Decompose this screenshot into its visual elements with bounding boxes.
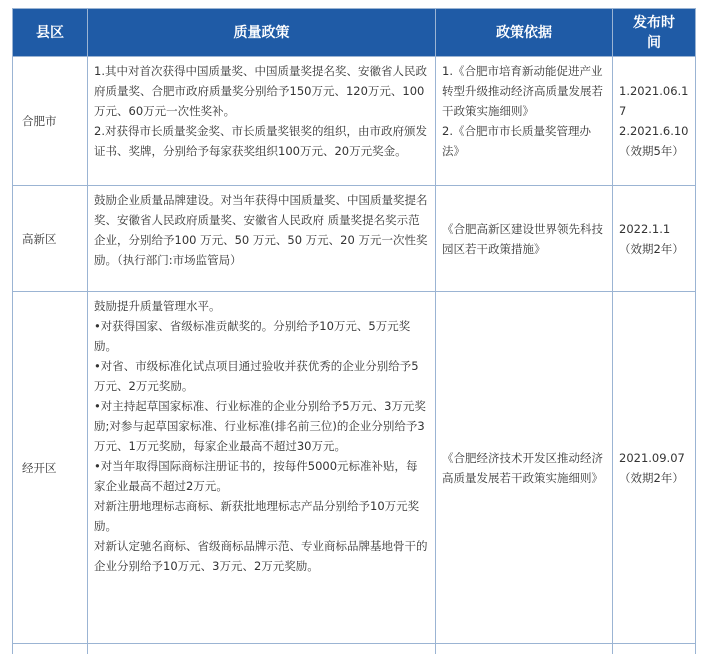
table-header-row (13, 9, 696, 57)
header-date: 发布时间 (613, 9, 696, 57)
table-row (13, 292, 696, 644)
date-line: 2022.1.1（效期2年） (619, 221, 684, 256)
policy-line: 对新认定驰名商标、省级商标品牌示范、专业商标品牌基地骨干的企业分别给予10万元、3万元、2万元奖励。 (94, 539, 428, 573)
policy-line: 对新注册地理标志商标、新获批地理标志产品分别给予10万元奖励。 (94, 499, 420, 533)
cell-empty (88, 644, 436, 654)
table-row (13, 186, 696, 292)
basis-line: 1.《合肥市培育新动能促进产业转型升级推动经济高质量发展若干政策实施细则》 (442, 64, 603, 118)
date-line: 2021.09.07（效期2年） (619, 450, 685, 485)
header-basis: 政策依据 (436, 9, 613, 57)
cell-policy (88, 186, 436, 292)
policy-line: 鼓励提升质量管理水平。 (94, 299, 221, 313)
policy-line: •对主持起草国家标准、行业标准的企业分别给予5万元、3万元奖励;对参与起草国家标准、行业标准(排名前三位)的企业分别给予3万元、1万元奖励，每家企业最高不超过30万元。 (94, 399, 426, 453)
cell-basis (436, 57, 613, 186)
cell-policy (88, 57, 436, 186)
cell-basis (436, 292, 613, 644)
cell-empty (613, 644, 696, 654)
cell-policy (88, 292, 436, 644)
cell-county: 高新区 (13, 186, 88, 292)
policy-line: 2.对获得市长质量奖金奖、市长质量奖银奖的组织，由市政府颁发证书、奖牌，分别给予每家获奖组织100万元、20万元奖金。 (94, 124, 427, 158)
basis-line: 《合肥高新区建设世界领先科技园区若干政策措施》 (442, 221, 603, 256)
cell-empty (13, 644, 88, 654)
cell-county: 合肥市 (13, 57, 88, 186)
policy-line: 鼓励企业质量品牌建设。对当年获得中国质量奖、中国质量奖提名奖、安徽省人民政府质量奖、安徽省人民政府 质量奖提名奖示范企业，分别给予100 万元、50 万元、50 万元、20 万元一次性奖励。（执行部门:市场监管局） (94, 193, 428, 267)
cell-date (613, 186, 696, 292)
policy-line: •对当年取得国际商标注册证书的，按每件5000元标准补贴，每家企业最高不超过2万元。 (94, 459, 418, 493)
cell-date (613, 292, 696, 644)
cell-empty (436, 644, 613, 654)
table-row (13, 57, 696, 186)
table-row-partial (13, 644, 696, 654)
policy-table (12, 8, 696, 654)
policy-line: •对省、市级标准化试点项目通过验收并获优秀的企业分别给予5万元、2万元奖励。 (94, 359, 419, 393)
cell-date (613, 57, 696, 186)
policy-line: •对获得国家、省级标准贡献奖的。分别给予10万元、5万元奖励。 (94, 319, 411, 353)
policy-line: 1.其中对首次获得中国质量奖、中国质量奖提名奖、安徽省人民政府质量奖、合肥市政府质量奖分别给予150万元、120万元、100万元、60万元一次性奖补。 (94, 64, 427, 118)
basis-line: 2.《合肥市市长质量奖管理办法》 (442, 124, 591, 158)
date-line: 2.2021.6.10（效期5年） (619, 124, 689, 158)
cell-basis (436, 186, 613, 292)
cell-county: 经开区 (13, 292, 88, 644)
header-county: 县区 (13, 9, 88, 57)
date-line: 1.2021.06.17 (619, 84, 689, 118)
basis-line: 《合肥经济技术开发区推动经济高质量发展若干政策实施细则》 (442, 450, 603, 485)
header-policy: 质量政策 (88, 9, 436, 57)
